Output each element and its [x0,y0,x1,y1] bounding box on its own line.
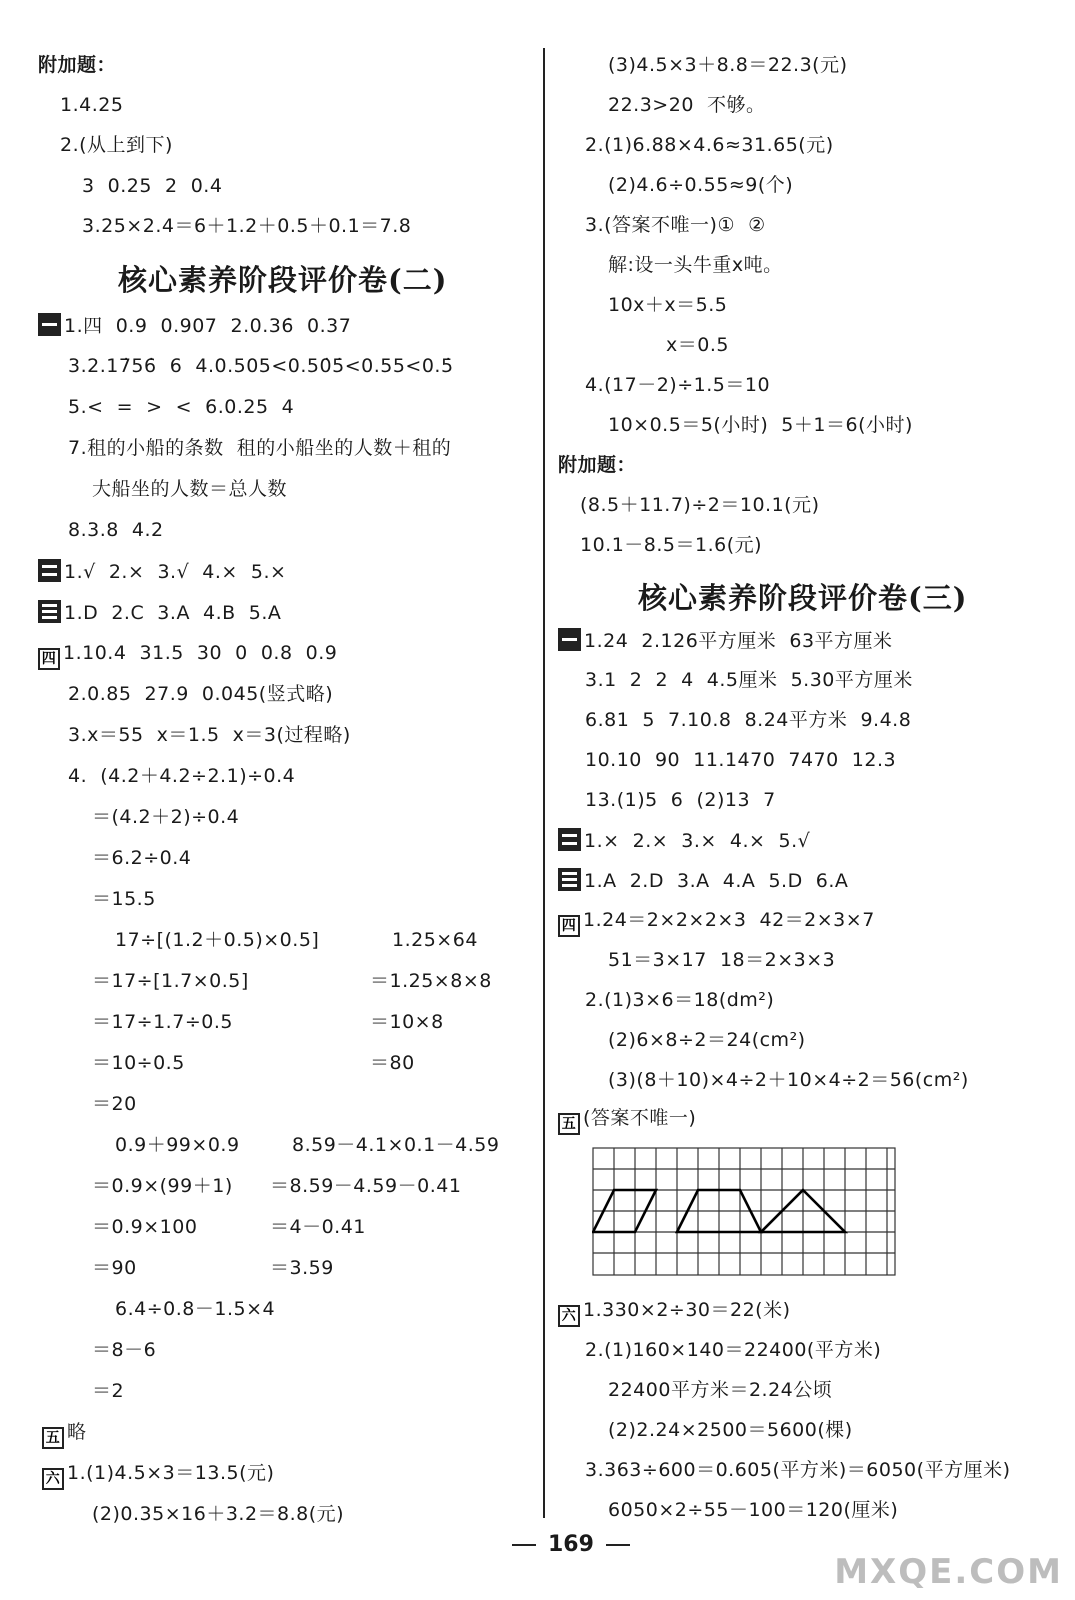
answer-line: 1.× 2.× 3.× 4.× 5.√ [558,828,810,853]
section-one-marker-icon [38,313,61,336]
page-number: 169 [500,1532,642,1557]
section-five-marker-icon: 五 [558,1113,580,1135]
calc-step: ＝15.5 [92,888,156,910]
answer-line: 1.四 0.9 0.907 2.0.36̇ 0.37 [38,313,351,338]
answer-line: (8.5＋11.7)÷2＝10.1(元) [580,494,820,516]
answer-line: 2.0.85 27.9 0.045(竖式略) [68,683,334,705]
answer-line: 2.(1)3×6＝18(dm²) [585,989,775,1011]
extra-questions-heading: 附加题： [38,54,117,76]
answer-line: (2)0.35×16＋3.2＝8.8(元) [92,1503,345,1525]
calc-step: ＝4－0.41 [270,1216,366,1238]
calc-step: ＝8.59－4.59－0.41 [270,1175,462,1197]
answer-line: 1.4.25 [60,94,124,116]
answer-line: 1.D 2.C 3.A 4.B 5.A [38,600,281,625]
calc-step: 8.59－4.1×0.1－4.59 [292,1134,500,1156]
answer-line: 五 (答案不唯一) [558,1106,696,1135]
calc-step: ＝0.9×(99＋1) [92,1175,233,1197]
answer-line: 3.2.17̇56̇ 6 4.0.505<0.50̇5̇<0.55<0.5̇ [68,355,454,377]
calc-step: ＝0.9×100 [92,1216,198,1238]
answer-line: 四 1.10.4 31.5 30 0 0.8 0.9 [38,641,337,670]
calc-step: ＝80 [370,1052,415,1074]
answer-line: 四 1.24＝2×2×2×3 42＝2×3×7 [558,908,875,937]
section-six-marker-icon: 六 [42,1468,64,1490]
section-three-marker-icon [558,868,581,891]
answer-line: (3)4.5×3＋8.8＝22.3(元) [608,54,848,76]
answer-line: 2.(从上到下) [60,134,173,156]
grid-figure [592,1147,898,1277]
calc-step: 6.4÷0.8－1.5×4 [115,1298,276,1320]
column-divider [543,48,545,1518]
answer-line: 7.租的小船的条数 租的小船坐的人数＋租的 [68,437,452,459]
section-two-marker-icon [38,559,61,582]
answer-line: 3.363÷600＝0.605(平方米)＝6050(平方厘米) [585,1459,1011,1481]
answer-line: 10x＋x＝5.5 [608,294,728,316]
answer-line: 5.< = > < 6.0.25 4 [68,396,295,418]
answer-line: 五 略 [42,1420,87,1449]
answer-line: (2)6×8÷2＝24(cm²) [608,1029,806,1051]
calc-step: ＝1.25×8×8 [370,970,492,992]
answer-line: 51＝3×17 18＝2×3×3 [608,949,836,971]
answer-line: 10×0.5＝5(小时) 5＋1＝6(小时) [608,414,913,436]
calc-step: 1.25×64 [392,929,478,951]
answer-line: 3.(答案不唯一)① ② [585,214,766,236]
answer-line: 六 1.(1)4.5×3＝13.5(元) [42,1461,274,1490]
calc-step: 17÷[(1.2＋0.5)×0.5] [115,929,320,951]
calc-step: ＝8－6 [92,1339,157,1361]
answer-line: 大船坐的人数＝总人数 [92,478,288,500]
answer-line: (2)2.24×2500＝5600(棵) [608,1419,853,1441]
answer-line: x＝0.5 [666,334,729,356]
answer-line: 4.(17－2)÷1.5＝10 [585,374,771,396]
section-title-3: 核心素养阶段评价卷(三) [638,581,968,615]
answer-line: 1.24 2.126平方厘米 63平方厘米 [558,628,893,653]
section-six-marker-icon: 六 [558,1305,580,1327]
answer-line: 3.x＝55 x＝1.5 x＝3(过程略) [68,724,351,746]
answer-line: 4. (4.2＋4.2÷2.1)÷0.4 [68,765,296,787]
answer-line: (3)(8＋10)×4÷2＋10×4÷2＝56(cm²) [608,1069,969,1091]
answer-line: 8.3.8 4.2 [68,519,164,541]
section-four-marker-icon: 四 [38,648,60,670]
watermark: MXQE.COM [834,1552,1063,1592]
calc-step: ＝17÷1.7÷0.5 [92,1011,233,1033]
answer-line: 1.√ 2.× 3.√ 4.× 5.× [38,559,286,584]
section-two-marker-icon [558,828,581,851]
answer-line: 10.1－8.5＝1.6(元) [580,534,763,556]
answer-line: 13.(1)5 6 (2)13 7 [585,789,776,811]
answer-line: (2)4.6÷0.55≈9(个) [608,174,794,196]
grid-lines [593,1148,895,1275]
answer-line: 2.(1)160×140＝22400(平方米) [585,1339,882,1361]
answer-line: 6050×2÷55－100＝120(厘米) [608,1499,899,1521]
section-title-2: 核心素养阶段评价卷(二) [118,263,448,297]
answer-line: 10.10 90 11.1470 7470 12.3 [585,749,897,771]
answer-line: 3.25×2.4＝6＋1.2＋0.5＋0.1＝7.8 [82,215,412,237]
answer-line: 解:设一头牛重x吨。 [608,254,783,276]
calc-step: ＝(4.2＋2)÷0.4 [92,806,240,828]
section-one-marker-icon [558,628,581,651]
calc-step: ＝2 [92,1380,125,1402]
calc-step: ＝10×8 [370,1011,444,1033]
calc-step: ＝3.59 [270,1257,334,1279]
answer-line: 6.81 5 7.10.8 8.24平方米 9.4.8 [585,709,912,731]
answer-line: 3.1 2 2 4 4.5厘米 5.30平方厘米 [585,669,913,691]
section-five-marker-icon: 五 [42,1427,64,1449]
extra-questions-heading: 附加题： [558,454,637,476]
section-four-marker-icon: 四 [558,915,580,937]
answer-line: 22400平方米＝2.24公顷 [608,1379,833,1401]
calc-step: ＝90 [92,1257,137,1279]
calc-step: ＝10÷0.5 [92,1052,185,1074]
calc-step: ＝20 [92,1093,137,1115]
answer-line: 六 1.330×2÷30＝22(米) [558,1298,791,1327]
calc-step: ＝17÷[1.7×0.5] [92,970,249,992]
calc-step: 0.9＋99×0.9 [115,1134,240,1156]
answer-line: 1.A 2.D 3.A 4.A 5.D 6.A [558,868,848,893]
answer-line: 22.3>20 不够。 [608,94,766,116]
calc-step: ＝6.2÷0.4 [92,847,192,869]
answer-line: 2.(1)6.88×4.6≈31.65(元) [585,134,834,156]
answer-line: 3 0.25 2 0.4 [82,175,223,197]
section-three-marker-icon [38,600,61,623]
